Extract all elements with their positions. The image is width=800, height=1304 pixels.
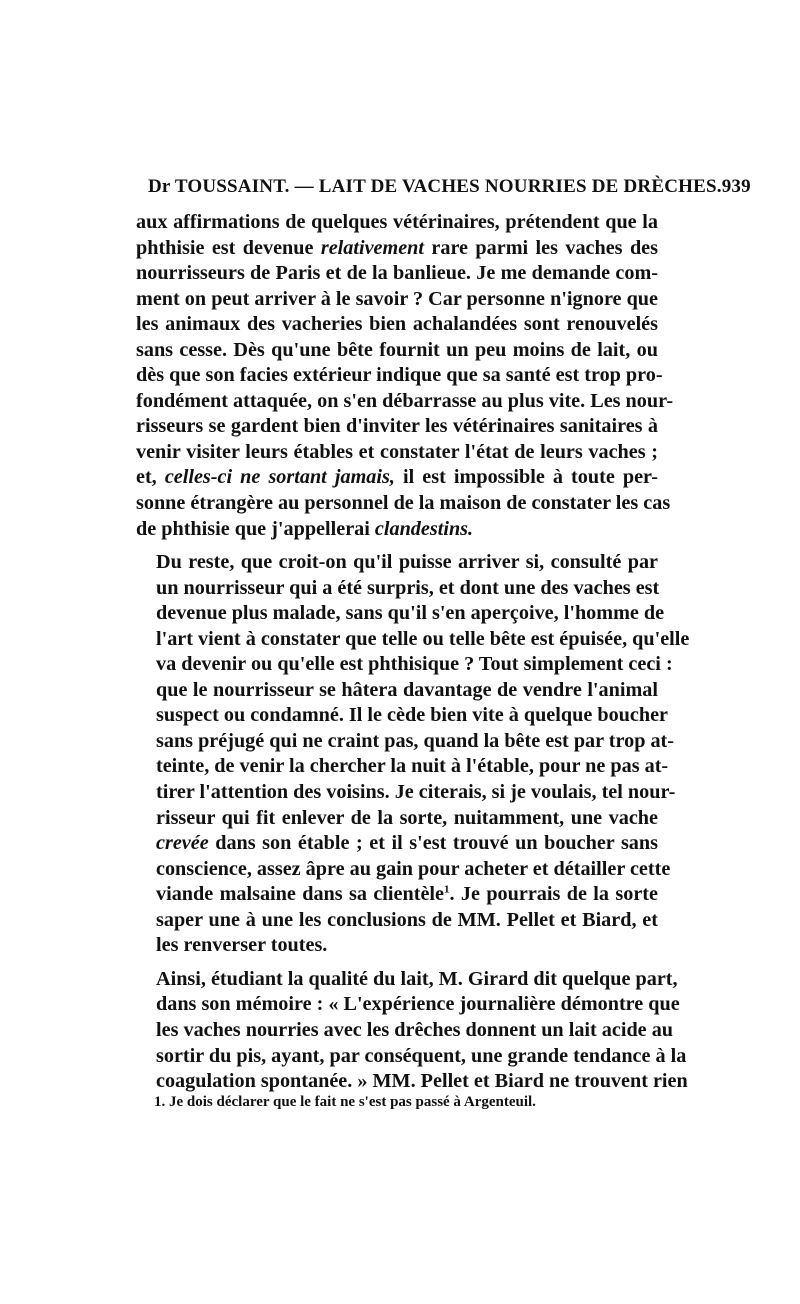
- italic-text: clandestins.: [374, 517, 474, 540]
- text-line: phthisie est devenue relativement rare parmi les vaches des: [136, 236, 658, 259]
- footnote: 1. Je dois déclarer que le fait ne s'est pas passé à Argenteuil.: [154, 1094, 536, 1110]
- text-line: tirer l'attention des voisins. Je citerais, si je voulais, tel nour-: [156, 781, 676, 804]
- text-line: coagulation spontanée. » MM. Pellet et Biard ne trouvent rien: [156, 1070, 688, 1093]
- text-line: sans préjugé qui ne craint pas, quand la bête est par trop at-: [156, 729, 675, 752]
- text-line: dès que son facies extérieur indique que sa santé est trop pro-: [136, 364, 663, 387]
- paragraph: [136, 550, 690, 959]
- text-line: devenue plus malade, sans qu'il s'en aperçoive, l'homme de: [156, 602, 665, 625]
- text-line: teinte, de venir la chercher la nuit à l'étable, pour ne pas at-: [156, 755, 669, 778]
- text-line: viande malsaine dans sa clientèle$^1$. Je pourrais de la sorte: [156, 883, 658, 906]
- italic-text: crevée: [156, 832, 209, 855]
- text-line: de phthisie que j'appellerai clandestins.: [136, 517, 474, 540]
- paragraph: [136, 210, 674, 542]
- text-line: sans cesse. Dès qu'une bête fournit un peu moins de lait, ou: [136, 338, 658, 361]
- text-line: suspect ou condamné. Il le cède bien vite à quelque boucher: [156, 704, 668, 727]
- text-line: dans son mémoire : « L'expérience journalière démontre que: [156, 993, 680, 1016]
- text-line: un nourrisseur qui a été surpris, et dont une des vaches est: [156, 576, 660, 599]
- text-line: crevée dans son étable ; et il s'est trouvé un boucher sans: [156, 832, 658, 855]
- italic-text: celles-ci ne sortant jamais,: [164, 466, 395, 489]
- text-line: conscience, assez âpre au gain pour acheter et détailler cette: [156, 857, 671, 880]
- text-line: va devenir ou qu'elle est phthisique ? Tout simplement ceci :: [156, 653, 673, 676]
- text-line: l'art vient à constater que telle ou telle bête est épuisée, qu'elle: [156, 627, 690, 650]
- text-line: venir visiter leurs étables et constater l'état de leurs vaches ;: [136, 440, 658, 463]
- text-line: risseurs se gardent bien d'inviter les vétérinaires sanitaires à: [136, 415, 658, 438]
- text-line: les animaux des vacheries bien achalandées sont renouvelés: [136, 313, 658, 336]
- paragraph: [136, 967, 688, 1095]
- text-line: sonne étrangère au personnel de la maison de constater les cas: [136, 492, 671, 515]
- text-line: et, celles-ci ne sortant jamais, il est impossible à toute per-: [136, 466, 658, 489]
- text-line: nourrisseurs de Paris et de la banlieue. Je me demande com-: [136, 262, 658, 285]
- text-line: les vaches nourries avec les drêches donnent un lait acide au: [156, 1018, 674, 1041]
- text-line: Du reste, que croit-on qu'il puisse arriver si, consulté par: [156, 551, 658, 574]
- text-line: que le nourrisseur se hâtera davantage de vendre l'animal: [156, 678, 658, 701]
- text-line: les renverser toutes.: [156, 934, 328, 957]
- footnote-marker: 1: [443, 883, 450, 896]
- text-line: fondément attaquée, on s'en débarrasse au plus vite. Les nour-: [136, 389, 674, 412]
- text-line: sortir du pis, ayant, par conséquent, une grande tendance à la: [156, 1044, 687, 1067]
- text-line: ment on peut arriver à le savoir ? Car personne n'ignore que: [136, 287, 658, 310]
- text-line: saper une à une les conclusions de MM. Pellet et Biard, et: [156, 908, 658, 931]
- text-line: risseur qui fit enlever de la sorte, nuitamment, une vache: [156, 806, 658, 829]
- italic-text: relativement: [320, 236, 424, 259]
- running-title: Dr TOUSSAINT. — LAIT DE VACHES NOURRIES DE DRÈCHES.: [148, 176, 722, 197]
- body-text: [136, 210, 690, 1095]
- text-line: Ainsi, étudiant la qualité du lait, M. Girard dit quelque part,: [156, 967, 678, 990]
- running-header: [148, 176, 751, 198]
- text-line: aux affirmations de quelques vétérinaires, prétendent que la: [136, 211, 658, 233]
- page-number: 939: [721, 176, 751, 197]
